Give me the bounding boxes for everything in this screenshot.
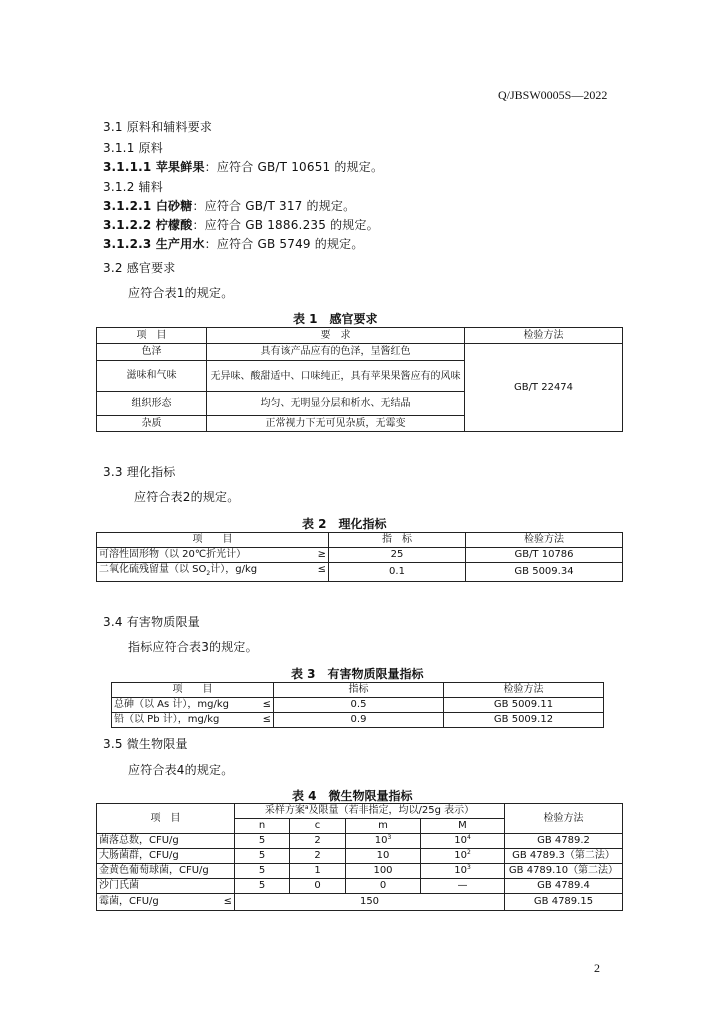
table-cell xyxy=(346,834,421,849)
table-header: 检验方法 xyxy=(466,533,623,548)
superscript: 3 xyxy=(466,864,471,871)
table-cell-method: GB/T 22474 xyxy=(465,344,623,432)
table-4-caption: 表 4 微生物限量指标 xyxy=(292,789,413,803)
comparison-symbol: ≤ xyxy=(223,896,232,907)
table-cell: 5 xyxy=(235,864,290,879)
value: 0 xyxy=(379,880,387,891)
table-cell xyxy=(112,713,274,728)
clause-label: 3.1.2.1 白砂糖 xyxy=(103,199,193,213)
value: 10 xyxy=(374,835,388,846)
section-3-4-title: 3.4 有害物质限量 xyxy=(103,615,200,629)
clause-text: ：应符合 GB 5749 的规定。 xyxy=(204,237,364,251)
table-cell: 0.1 xyxy=(329,563,466,582)
table-2-caption: 表 2 理化指标 xyxy=(302,517,387,531)
page-number: 2 xyxy=(594,961,600,975)
table-cell: 0.9 xyxy=(274,713,444,728)
table-cell: 0.5 xyxy=(274,698,444,713)
table-cell: 0 xyxy=(290,879,346,894)
table-cell xyxy=(421,879,505,894)
table-cell: GB 4789.15 xyxy=(505,894,623,911)
value: 10 xyxy=(376,850,390,861)
table-cell: 滋味和气味 xyxy=(97,361,207,392)
comparison-symbol: ≤ xyxy=(317,564,326,575)
table-cell: 菌落总数，CFU/g xyxy=(97,834,235,849)
section-3-1-title: 3.1 原料和辅料要求 xyxy=(103,120,213,134)
table-cell: 沙门氏菌 xyxy=(97,879,235,894)
table-cell: 色泽 xyxy=(97,344,207,361)
table-header: 检验方法 xyxy=(505,804,623,834)
item-name: 总砷（以 As 计），mg/kg xyxy=(114,699,230,710)
table-subheader: m xyxy=(346,819,421,834)
comparison-symbol: ≥ xyxy=(317,549,326,560)
table-cell: GB 4789.10（第二法） xyxy=(505,864,623,879)
table-cell xyxy=(421,849,505,864)
table-cell: 5 xyxy=(235,849,290,864)
value: 10 xyxy=(454,835,467,846)
item-text: 计），g/kg xyxy=(210,564,258,575)
table-cell: GB 5009.11 xyxy=(444,698,604,713)
table-cell xyxy=(346,849,421,864)
clause-3-1-1-1 xyxy=(103,158,383,175)
table-cell: 无异味、酸甜适中、口味纯正，具有苹果果酱应有的风味 xyxy=(207,361,465,392)
value: 10 xyxy=(454,865,467,876)
item-name: 霉菌，CFU/g xyxy=(99,896,159,907)
clause-3-1-2-3 xyxy=(103,235,364,252)
superscript: 3 xyxy=(387,834,392,841)
subscript: 2 xyxy=(206,570,211,577)
table-cell: 150 xyxy=(235,894,505,911)
table-cell: GB 5009.12 xyxy=(444,713,604,728)
value: — xyxy=(457,880,468,891)
superscript: 4 xyxy=(466,834,471,841)
table-cell xyxy=(112,698,274,713)
section-3-4-intro: 指标应符合表3的规定。 xyxy=(128,640,258,654)
table-cell xyxy=(346,864,421,879)
table-header: 要 求 xyxy=(207,328,465,344)
table-header: 项 目 xyxy=(97,533,329,548)
clause-label: 3.1.2.2 柠檬酸 xyxy=(103,218,193,232)
table-cell: GB 4789.2 xyxy=(505,834,623,849)
table-cell: 5 xyxy=(235,879,290,894)
section-3-1-2-title: 3.1.2 辅料 xyxy=(103,180,163,194)
table-cell: 25 xyxy=(329,548,466,563)
clause-text: ：应符合 GB/T 317 的规定。 xyxy=(192,199,356,213)
table-header: 指 标 xyxy=(329,533,466,548)
comparison-symbol: ≤ xyxy=(262,699,271,710)
table-cell: 2 xyxy=(290,849,346,864)
header-text: 及限量（若非指定，均以/25g 表示） xyxy=(308,805,475,816)
section-3-5-title: 3.5 微生物限量 xyxy=(103,737,188,751)
table-subheader: c xyxy=(290,819,346,834)
table-subheader: M xyxy=(421,819,505,834)
clause-label: 3.1.1.1 苹果鲜果 xyxy=(103,160,205,174)
value: 10 xyxy=(454,850,467,861)
clause-label: 3.1.2.3 生产用水 xyxy=(103,237,205,251)
comparison-symbol: ≤ xyxy=(262,714,271,725)
table-header: 项 目 xyxy=(97,328,207,344)
document-number: Q/JBSW0005S—2022 xyxy=(498,88,608,102)
clause-3-1-2-1 xyxy=(103,197,355,214)
clause-text: ：应符合 GB 1886.235 的规定。 xyxy=(192,218,379,232)
table-3-harmful-substances xyxy=(111,682,604,728)
table-cell xyxy=(97,548,329,563)
section-3-1-1-title: 3.1.1 原料 xyxy=(103,141,163,155)
superscript: a xyxy=(304,804,309,811)
section-3-2-intro: 应符合表1的规定。 xyxy=(128,286,234,300)
table-cell: 金黄色葡萄球菌，CFU/g xyxy=(97,864,235,879)
table-cell: 杂质 xyxy=(97,416,207,432)
table-cell: 1 xyxy=(290,864,346,879)
clause-text: ：应符合 GB/T 10651 的规定。 xyxy=(204,160,384,174)
item-name xyxy=(99,563,257,581)
section-3-5-intro: 应符合表4的规定。 xyxy=(128,763,234,777)
section-3-3-intro: 应符合表2的规定。 xyxy=(134,490,240,504)
table-header: 指标 xyxy=(274,683,444,698)
table-cell: 均匀、无明显分层和析水、无结晶 xyxy=(207,392,465,416)
table-cell: GB 4789.3（第二法） xyxy=(505,849,623,864)
clause-3-1-2-2 xyxy=(103,216,379,233)
table-header: 检验方法 xyxy=(444,683,604,698)
table-cell: 5 xyxy=(235,834,290,849)
table-header-sampling-plan xyxy=(235,804,505,819)
item-text: 二氧化硫残留量（以 SO xyxy=(99,564,207,575)
table-cell: 大肠菌群，CFU/g xyxy=(97,849,235,864)
table-cell: GB 5009.34 xyxy=(466,563,623,582)
table-cell xyxy=(97,563,329,582)
table-3-caption: 表 3 有害物质限量指标 xyxy=(291,667,424,681)
table-cell xyxy=(97,894,235,911)
section-3-2-title: 3.2 感官要求 xyxy=(103,261,176,275)
table-header: 检验方法 xyxy=(465,328,623,344)
table-header: 项 目 xyxy=(97,804,235,834)
table-1-sensory xyxy=(96,327,623,432)
section-3-3-title: 3.3 理化指标 xyxy=(103,465,176,479)
table-subheader: n xyxy=(235,819,290,834)
table-cell: GB/T 10786 xyxy=(466,548,623,563)
table-cell: 正常视力下无可见杂质，无霉变 xyxy=(207,416,465,432)
table-1-caption: 表 1 感官要求 xyxy=(293,312,378,326)
table-cell: 具有该产品应有的色泽，呈酱红色 xyxy=(207,344,465,361)
table-cell: GB 4789.4 xyxy=(505,879,623,894)
table-2-physicochemical xyxy=(96,532,623,582)
value: 100 xyxy=(373,865,393,876)
table-cell xyxy=(421,834,505,849)
header-text: 采样方案 xyxy=(264,805,305,816)
table-cell xyxy=(421,864,505,879)
item-name: 可溶性固形物（以 20℃折光计） xyxy=(99,549,247,560)
table-cell xyxy=(346,879,421,894)
item-name: 铅（以 Pb 计），mg/kg xyxy=(114,714,220,725)
table-4-microbial xyxy=(96,803,623,911)
superscript: 2 xyxy=(466,849,471,856)
table-header: 项 目 xyxy=(112,683,274,698)
table-cell: 2 xyxy=(290,834,346,849)
table-cell: 组织形态 xyxy=(97,392,207,416)
